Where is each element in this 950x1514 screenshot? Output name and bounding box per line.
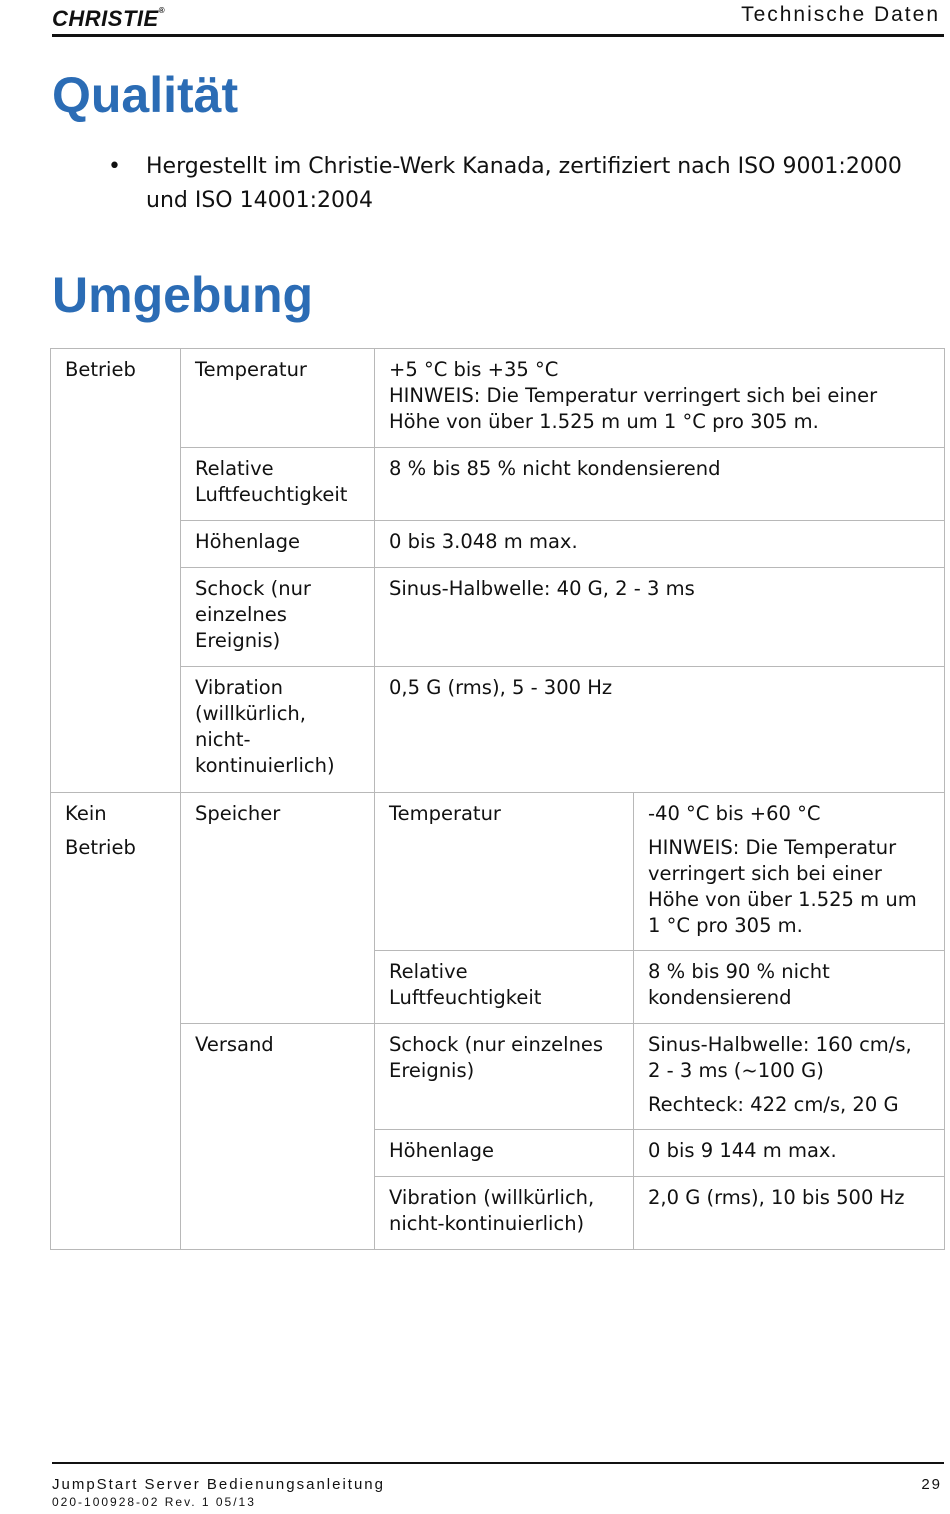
- table-cell: [181, 521, 375, 568]
- table-row: [51, 349, 945, 448]
- shipping-label-cell: [181, 1024, 375, 1250]
- header-rule: [52, 34, 944, 37]
- table-cell: [375, 1024, 634, 1130]
- param-value: Sinus-Halbwelle: 40 G, 2 - 3 ms: [389, 577, 695, 600]
- table-cell: [375, 521, 945, 568]
- table-cell: [375, 349, 945, 448]
- param-name: Höhenlage: [389, 1139, 495, 1162]
- param-value: 2,0 G (rms), 10 bis 500 Hz: [648, 1186, 905, 1209]
- param-value: 0 bis 3.048 m max.: [389, 530, 578, 553]
- table-cell: [634, 793, 945, 951]
- environment-table: [50, 348, 945, 1250]
- param-name: Schock (nur einzelnes Ereignis): [195, 577, 311, 652]
- christie-logo: [52, 6, 165, 32]
- table-cell: [181, 448, 375, 521]
- storage-label: Speicher: [195, 802, 281, 825]
- shipping-label: Versand: [195, 1033, 274, 1056]
- header-title: Technische Daten: [741, 3, 940, 26]
- non-operating-label-line2: Betrieb: [65, 836, 136, 859]
- table-cell: [181, 667, 375, 793]
- table-cell: [634, 1024, 945, 1130]
- param-value: 0 bis 9 144 m max.: [648, 1139, 837, 1162]
- param-value: -40 °C bis +60 °C: [648, 802, 821, 825]
- table-row: [51, 568, 945, 667]
- param-value: Sinus-Halbwelle: 160 cm/s, 2 - 3 ms (~100 G): [648, 1033, 912, 1082]
- page-number: 29: [921, 1476, 942, 1493]
- operating-label: Betrieb: [65, 358, 136, 381]
- section-title-quality: Qualität: [52, 67, 239, 123]
- footer-doc-title: JumpStart Server Bedienungsanleitung: [52, 1476, 385, 1493]
- registered-mark: ®: [158, 6, 166, 15]
- param-name: Vibration (willkürlich, nicht-kontinuierlich): [389, 1186, 595, 1235]
- param-name: Relative Luftfeuchtigkeit: [195, 457, 348, 506]
- table-cell: [375, 448, 945, 521]
- section-title-environment: Umgebung: [52, 267, 314, 323]
- table-cell: [375, 951, 634, 1024]
- table-cell: [634, 1130, 945, 1177]
- param-note: HINWEIS: Die Temperatur verringert sich bei einer Höhe von über 1.525 m um 1 °C pro 305 m.: [648, 836, 917, 937]
- quality-bullet-list: [108, 150, 940, 218]
- table-cell: [375, 568, 945, 667]
- param-name: Schock (nur einzelnes Ereignis): [389, 1033, 604, 1082]
- footer-doc-number: 020-100928-02 Rev. 1 05/13: [52, 1495, 256, 1509]
- table-row: [51, 521, 945, 568]
- table-cell: [634, 951, 945, 1024]
- table-cell: [634, 1177, 945, 1250]
- table-cell: [181, 349, 375, 448]
- table-cell: [375, 667, 945, 793]
- table-cell: [375, 1130, 634, 1177]
- table-cell: [375, 1177, 634, 1250]
- footer-doc-info: [52, 1476, 385, 1509]
- table-row: [51, 793, 945, 951]
- param-name: Relative Luftfeuchtigkeit: [389, 960, 542, 1009]
- table-row: [51, 448, 945, 521]
- param-value: 0,5 G (rms), 5 - 300 Hz: [389, 676, 613, 699]
- list-item-text: Hergestellt im Christie-Werk Kanada, zertifiziert nach ISO 9001:2000 und ISO 14001:2004: [146, 154, 902, 213]
- table-cell: [181, 568, 375, 667]
- param-value: +5 °C bis +35 °C: [389, 358, 559, 381]
- param-value-secondary: Rechteck: 422 cm/s, 20 G: [648, 1093, 899, 1116]
- non-operating-label-line1: Kein: [65, 802, 107, 825]
- logo-text: CHRISTIE: [52, 6, 159, 31]
- bullet-icon: •: [108, 154, 121, 179]
- non-operating-label-cell: [51, 793, 181, 1250]
- param-name: Höhenlage: [195, 530, 301, 553]
- table-cell: [375, 793, 634, 951]
- param-name: Temperatur: [389, 802, 501, 825]
- param-name: Temperatur: [195, 358, 307, 381]
- storage-label-cell: [181, 793, 375, 1024]
- param-name: Vibration (willkürlich, nicht-kontinuierlich): [195, 676, 335, 777]
- footer-rule: [52, 1462, 944, 1464]
- param-note: HINWEIS: Die Temperatur verringert sich bei einer Höhe von über 1.525 m um 1 °C pro 305 m.: [389, 384, 878, 433]
- table-row: [51, 1024, 945, 1130]
- operating-label-cell: [51, 349, 181, 793]
- list-item: [108, 150, 940, 218]
- param-value: 8 % bis 85 % nicht kondensierend: [389, 457, 721, 480]
- param-value: 8 % bis 90 % nicht kondensierend: [648, 960, 830, 1009]
- table-row: [51, 667, 945, 793]
